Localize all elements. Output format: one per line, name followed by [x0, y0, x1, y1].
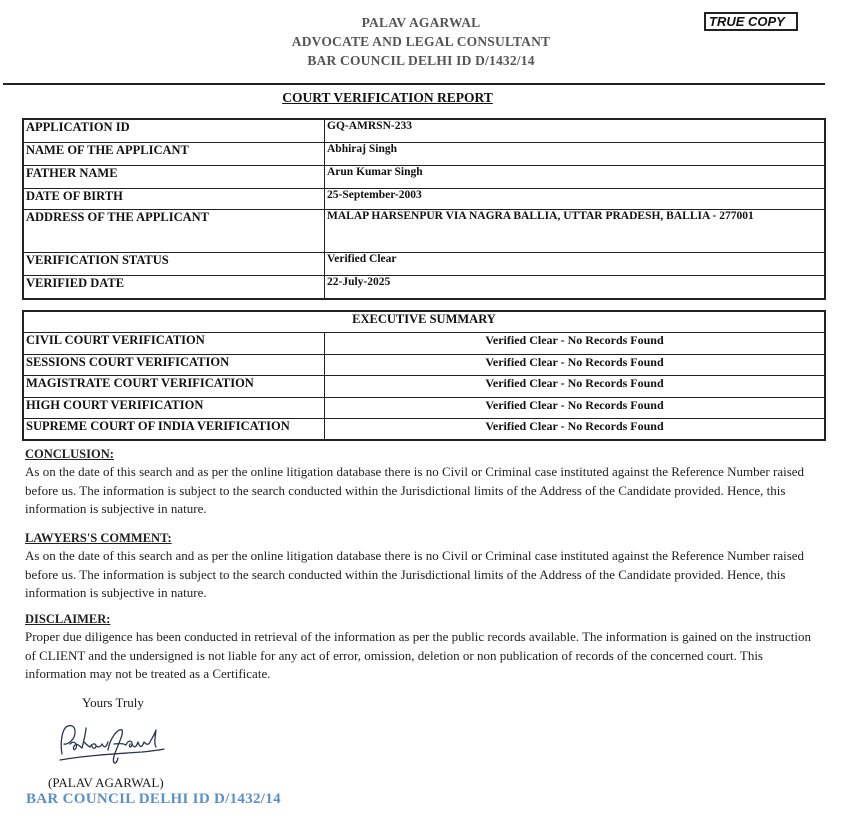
executive-summary-table	[22, 310, 826, 441]
conclusion-heading: CONCLUSION:	[25, 447, 114, 461]
report-title: COURT VERIFICATION REPORT	[282, 90, 493, 105]
detail-value: MALAP HARSENPUR VIA NAGRA BALLIA, UTTAR PRADESH, BALLIA - 277001	[325, 209, 826, 252]
detail-label: VERIFIED DATE	[23, 275, 325, 299]
table-row	[23, 354, 825, 375]
detail-value: Abhiraj Singh	[325, 142, 826, 165]
detail-value: 25-September-2003	[325, 188, 826, 209]
advocate-title: ADVOCATE AND LEGAL CONSULTANT	[291, 34, 551, 49]
summary-label: CIVIL COURT VERIFICATION	[23, 332, 325, 354]
detail-label: FATHER NAME	[23, 165, 325, 188]
detail-label: APPLICATION ID	[23, 119, 325, 142]
table-row	[23, 165, 825, 188]
summary-value: Verified Clear - No Records Found	[325, 375, 826, 397]
detail-value: GQ-AMRSN-233	[325, 119, 826, 142]
table-row	[23, 418, 825, 440]
table-row	[23, 252, 825, 275]
table-row	[23, 209, 825, 252]
summary-value: Verified Clear - No Records Found	[325, 418, 826, 440]
summary-value: Verified Clear - No Records Found	[325, 397, 826, 418]
table-row	[23, 275, 825, 299]
detail-label: DATE OF BIRTH	[23, 188, 325, 209]
detail-value: Arun Kumar Singh	[325, 165, 826, 188]
summary-label: SUPREME COURT OF INDIA VERIFICATION	[23, 418, 325, 440]
comment-section	[25, 529, 815, 603]
advocate-name: PALAV AGARWAL	[361, 15, 481, 30]
advocate-bar-id: BAR COUNCIL DELHI ID D/1432/14	[307, 53, 535, 68]
signatory-name: (PALAV AGARWAL)	[48, 775, 164, 790]
conclusion-text: As on the date of this search and as per the online litigation database there is no Civil or Criminal case instituted against the Reference Number raised before us. The information is subject to the search conducted within the Jurisdictional limits of the Address of the Candidate provided. Hence, this information is subjective in nature.	[25, 464, 805, 517]
disclaimer-section	[25, 610, 815, 684]
signature	[52, 714, 172, 770]
detail-label: ADDRESS OF THE APPLICANT	[23, 209, 325, 252]
comment-heading: LAWYERS'S COMMENT:	[25, 531, 172, 545]
table-row	[23, 188, 825, 209]
summary-label: HIGH COURT VERIFICATION	[23, 397, 325, 418]
table-row	[23, 397, 825, 418]
summary-heading: EXECUTIVE SUMMARY	[23, 311, 825, 332]
table-row	[23, 311, 825, 332]
header-divider	[3, 83, 825, 85]
signatory-bar-id: BAR COUNCIL DELHI ID D/1432/14	[26, 791, 281, 807]
table-row	[23, 375, 825, 397]
summary-value: Verified Clear - No Records Found	[325, 354, 826, 375]
table-row	[23, 142, 825, 165]
closing-salutation: Yours Truly	[82, 695, 144, 710]
disclaimer-text: Proper due diligence has been conducted in retrieval of the information as per the public records available. The information is gained on the instruction of CLIENT and the undersigned is not liable for any act of error, omission, deletion or non publication of records of the concerned court. This information may not be treated as a Certificate.	[25, 629, 812, 682]
summary-label: MAGISTRATE COURT VERIFICATION	[23, 375, 325, 397]
table-row	[23, 332, 825, 354]
summary-value: Verified Clear - No Records Found	[325, 332, 826, 354]
detail-label: NAME OF THE APPLICANT	[23, 142, 325, 165]
detail-value: Verified Clear	[325, 252, 826, 275]
table-row	[23, 119, 825, 142]
applicant-details-table	[22, 118, 826, 300]
conclusion-section	[25, 445, 815, 519]
summary-label: SESSIONS COURT VERIFICATION	[23, 354, 325, 375]
disclaimer-heading: DISCLAIMER:	[25, 612, 111, 626]
detail-label: VERIFICATION STATUS	[23, 252, 325, 275]
detail-value: 22-July-2025	[325, 275, 826, 299]
comment-text: As on the date of this search and as per the online litigation database there is no Civil or Criminal case instituted against the Reference Number raised before us. The information is subject to the search conducted within the Jurisdictional limits of the Address of the Candidate provided. Hence, this information is subjective in nature.	[25, 548, 805, 601]
true-copy-stamp: TRUE COPY	[704, 12, 798, 31]
